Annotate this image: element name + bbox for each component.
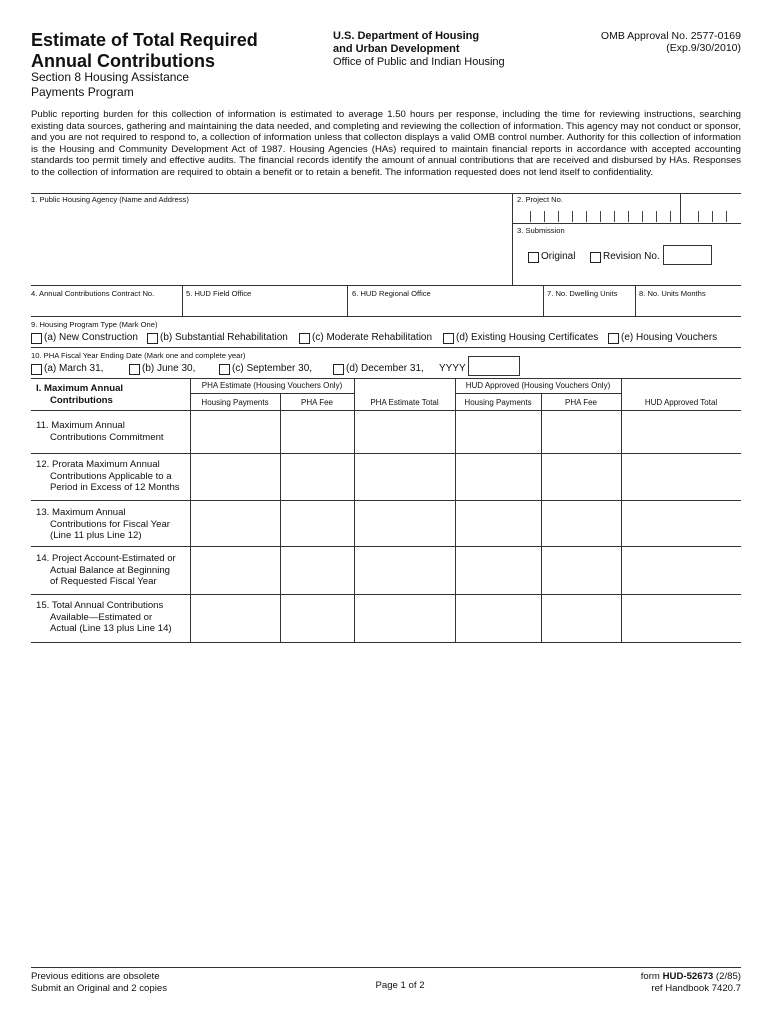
section-heading: I. Maximum Annual Contributions bbox=[36, 383, 124, 406]
checkbox[interactable] bbox=[528, 252, 539, 263]
project-number-input[interactable] bbox=[512, 193, 741, 223]
page-number: Page 1 of 2 bbox=[375, 980, 425, 991]
col-housing-payments: Housing Payments bbox=[201, 398, 269, 407]
footer-right: form HUD-52673 (2/85) ref Handbook 7420.7 bbox=[640, 971, 741, 994]
submission-revision-option[interactable]: Revision No. bbox=[590, 251, 660, 263]
fiscal-march[interactable]: (a) March 31, bbox=[31, 363, 103, 375]
col-hud-housing-payments: Housing Payments bbox=[464, 398, 532, 407]
program-housing-vouchers[interactable]: (e) Housing Vouchers bbox=[608, 332, 717, 344]
omb-approval: OMB Approval No. 2577-0169 (Exp.9/30/2010) bbox=[600, 30, 741, 54]
col-hud-approved-total: HUD Approved Total bbox=[644, 398, 718, 407]
field-6-label: 6. HUD Regional Office bbox=[352, 289, 431, 298]
row-14: 14. Project Account-Estimated or Actual Balance at Beginning of Requested Fiscal Year bbox=[36, 553, 176, 588]
checkbox[interactable] bbox=[590, 252, 601, 263]
hud-group-header: HUD Approved (Housing Vouchers Only) bbox=[465, 381, 611, 390]
burden-statement: Public reporting burden for this collection of information is estimated to average 1.50 hours per response, including the time for reviewing instructions, searching existing data sources, gathering and maintaining the data needed, and completing and reviewing the collection of information. This agency may not conduct or sponsor, and you are not required to respond to, a collection of information unless that collecton displays a valid OMB control number. Authority for this collection of information is the Housing and Community Development Act of 1987. Housing Agencies (HAs) required to maintain financial reports in accordance with accepted accounting standards too permit timely and effective audits. The financial records identify the amount of annual contributions that are received and disbursed by HAs. Responses to the collection of information are required to obtain a benefit or to retain a benefit. The information requested does not lend itself to confidentiality. bbox=[31, 109, 741, 178]
col-hud-pha-fee: PHA Fee bbox=[564, 398, 597, 407]
footer-left: Previous editions are obsolete Submit an Original and 2 copies bbox=[31, 971, 167, 994]
field-9-label: 9. Housing Program Type (Mark One) bbox=[31, 320, 158, 329]
fiscal-year-input[interactable] bbox=[468, 356, 520, 376]
pha-group-header: PHA Estimate (Housing Vouchers Only) bbox=[201, 381, 343, 390]
col-pha-fee: PHA Fee bbox=[300, 398, 333, 407]
col-pha-estimate-total: PHA Estimate Total bbox=[370, 398, 439, 407]
program-existing-certificates[interactable]: (d) Existing Housing Certificates bbox=[443, 332, 598, 344]
field-4-label: 4. Annual Contributions Contract No. bbox=[31, 289, 155, 298]
field-5-label: 5. HUD Field Office bbox=[186, 289, 252, 298]
submission-original-option[interactable]: Original bbox=[528, 251, 575, 263]
revision-number-input[interactable] bbox=[663, 245, 712, 265]
row-15: 15. Total Annual Contributions Available—Estimated or Actual (Line 13 plus Line 14) bbox=[36, 600, 172, 635]
field-2-label: 2. Project No. bbox=[517, 195, 564, 204]
field-1-label: 1. Public Housing Agency (Name and Address) bbox=[31, 195, 189, 204]
form-subtitle: Section 8 Housing Assistance Payments Program bbox=[31, 70, 190, 99]
fiscal-december[interactable]: (d) December 31, bbox=[333, 363, 424, 375]
program-moderate-rehab[interactable]: (c) Moderate Rehabilitation bbox=[299, 332, 432, 344]
field-8-label: 8. No. Units Months bbox=[639, 289, 706, 298]
form-title: Estimate of Total Required Annual Contributions bbox=[31, 30, 258, 71]
row-11: 11. Maximum Annual Contributions Commitment bbox=[36, 420, 164, 443]
divider bbox=[512, 223, 741, 224]
department-block: U.S. Department of Housing and Urban Development Office of Public and Indian Housing bbox=[333, 30, 505, 68]
row-12: 12. Prorata Maximum Annual Contributions Applicable to a Period in Excess of 12 Months bbox=[36, 459, 180, 494]
program-new-construction[interactable]: (a) New Construction bbox=[31, 332, 138, 344]
fiscal-june[interactable]: (b) June 30, bbox=[129, 363, 195, 375]
fiscal-september[interactable]: (c) September 30, bbox=[219, 363, 312, 375]
program-substantial-rehab[interactable]: (b) Substantial Rehabilitation bbox=[147, 332, 288, 344]
fiscal-year-placeholder: YYYY bbox=[439, 363, 466, 374]
field-10-label: 10. PHA Fiscal Year Ending Date (Mark one and complete year) bbox=[31, 351, 246, 360]
field-3-label: 3. Submission bbox=[517, 226, 565, 235]
field-7-label: 7. No. Dwelling Units bbox=[547, 289, 618, 298]
row-13: 13. Maximum Annual Contributions for Fiscal Year (Line 11 plus Line 12) bbox=[36, 507, 170, 542]
